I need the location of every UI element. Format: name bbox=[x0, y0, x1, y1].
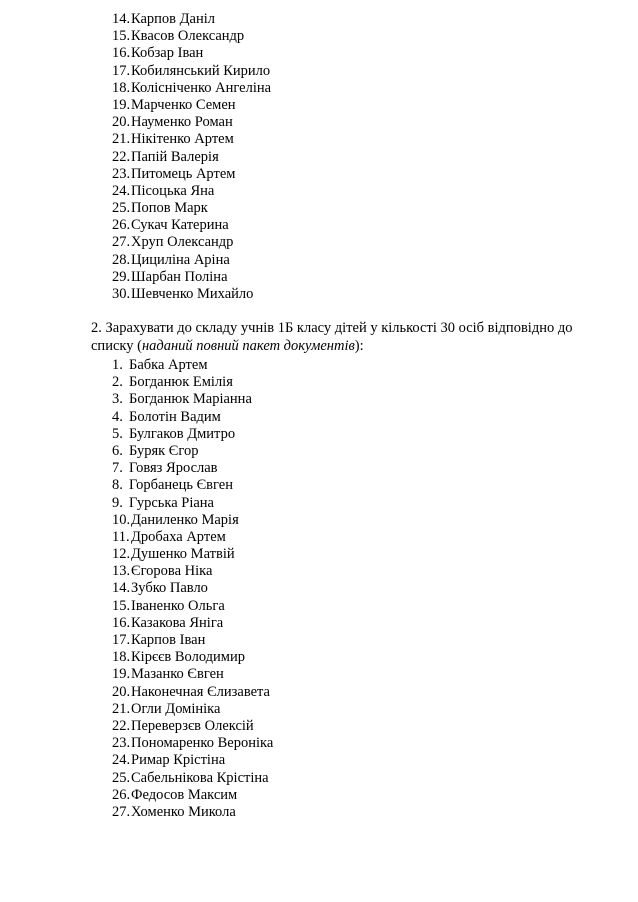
list-item-number: 21. bbox=[112, 700, 131, 717]
list-item bbox=[112, 426, 273, 443]
list-item-number: 25. bbox=[112, 769, 131, 786]
list-item bbox=[112, 563, 273, 580]
student-name: Мазанко Євген bbox=[131, 666, 224, 683]
list-item-number: 23. bbox=[112, 165, 131, 182]
student-name: Зубко Павло bbox=[131, 580, 208, 597]
list-item bbox=[112, 149, 271, 166]
list-item-number: 26. bbox=[112, 217, 131, 234]
student-name: Сабельнікова Крістіна bbox=[131, 769, 269, 786]
student-name: Гурська Ріана bbox=[129, 494, 214, 511]
list-item bbox=[112, 529, 273, 546]
list-item-number: 29. bbox=[112, 268, 131, 285]
list-item-number: 3. bbox=[112, 391, 123, 408]
enrollment-paragraph bbox=[91, 320, 601, 355]
list-item bbox=[112, 234, 271, 251]
student-name: Колісніченко Ангеліна bbox=[131, 79, 272, 96]
student-name: Горбанець Євген bbox=[129, 477, 233, 494]
student-name: Римар Крістіна bbox=[131, 752, 226, 769]
student-name: Булгаков Дмитро bbox=[129, 425, 236, 442]
student-name: Хоменко Микола bbox=[131, 803, 236, 820]
list-item-number: 15. bbox=[112, 597, 131, 614]
list-item bbox=[112, 666, 273, 683]
student-name: Наконечная Єлизавета bbox=[131, 683, 270, 700]
student-name: Бабка Артем bbox=[129, 357, 208, 373]
list-item bbox=[112, 598, 273, 615]
list-item bbox=[112, 183, 271, 200]
student-name: Науменко Роман bbox=[131, 114, 233, 131]
list-item bbox=[112, 80, 271, 97]
list-item-number: 21. bbox=[112, 131, 131, 148]
list-item bbox=[112, 11, 271, 28]
student-name: Богданюк Емілія bbox=[129, 374, 233, 391]
student-name: Федосов Максим bbox=[131, 786, 238, 803]
student-name: Карпов Іван bbox=[131, 632, 206, 648]
student-name: Хруп Олександр bbox=[131, 234, 234, 251]
list-item bbox=[112, 252, 271, 269]
paragraph-text-end: ): bbox=[354, 337, 364, 354]
list-item-number: 4. bbox=[112, 408, 123, 425]
student-name: Душенко Матвій bbox=[131, 546, 235, 563]
list-item-number: 12. bbox=[112, 546, 131, 563]
list-item-number: 9. bbox=[112, 494, 123, 511]
list-item bbox=[112, 114, 271, 131]
list-item-number: 18. bbox=[112, 79, 131, 96]
student-name: Квасов Олександр bbox=[131, 28, 245, 45]
student-name: Огли Домініка bbox=[131, 700, 221, 717]
list-item-number: 17. bbox=[112, 632, 131, 648]
list-item-number: 27. bbox=[112, 803, 131, 820]
list-item-number: 22. bbox=[112, 148, 131, 165]
list-item bbox=[112, 477, 273, 494]
list-item bbox=[112, 632, 273, 649]
student-name: Єгорова Ніка bbox=[131, 563, 213, 580]
list-item-number: 19. bbox=[112, 666, 131, 683]
list-item bbox=[112, 357, 273, 374]
student-name: Пономаренко Вероніка bbox=[131, 735, 274, 752]
list-item-number: 20. bbox=[112, 683, 131, 700]
list-item bbox=[112, 735, 273, 752]
list-item bbox=[112, 770, 273, 787]
list-item-number: 15. bbox=[112, 28, 131, 45]
list-item-number: 5. bbox=[112, 425, 123, 442]
student-list-1b bbox=[112, 357, 273, 821]
list-item-number: 2. bbox=[112, 374, 123, 391]
list-item bbox=[112, 460, 273, 477]
list-item bbox=[112, 131, 271, 148]
list-item-number: 22. bbox=[112, 717, 131, 734]
student-name: Буряк Єгор bbox=[129, 442, 199, 459]
list-item bbox=[112, 580, 273, 597]
student-name: Папій Валерія bbox=[131, 148, 219, 165]
student-list-continued bbox=[112, 11, 271, 303]
list-item-number: 23. bbox=[112, 735, 131, 752]
list-item-number: 11. bbox=[112, 528, 130, 545]
student-name: Сукач Катерина bbox=[131, 217, 229, 234]
student-name: Казакова Яніга bbox=[131, 614, 224, 631]
list-item-number: 20. bbox=[112, 114, 131, 131]
student-name: Кірєєв Володимир bbox=[131, 649, 245, 666]
list-item bbox=[112, 391, 273, 408]
list-item bbox=[112, 495, 273, 512]
list-item bbox=[112, 787, 273, 804]
list-item bbox=[112, 649, 273, 666]
list-item-number: 24. bbox=[112, 182, 131, 199]
student-name: Попов Марк bbox=[131, 200, 208, 217]
student-name: Цициліна Аріна bbox=[131, 251, 230, 268]
list-item bbox=[112, 217, 271, 234]
list-item bbox=[112, 286, 271, 303]
list-item bbox=[112, 512, 273, 529]
list-item-number: 26. bbox=[112, 786, 131, 803]
list-item bbox=[112, 28, 271, 45]
student-name: Переверзєв Олексій bbox=[131, 717, 254, 734]
list-item-number: 27. bbox=[112, 234, 131, 251]
list-item bbox=[112, 269, 271, 286]
list-item bbox=[112, 718, 273, 735]
student-name: Кобилянський Кирило bbox=[131, 62, 271, 79]
list-item bbox=[112, 684, 273, 701]
student-name: Болотін Вадим bbox=[129, 408, 221, 425]
list-item bbox=[112, 374, 273, 391]
list-item bbox=[112, 546, 273, 563]
paragraph-italic-note: наданий повний пакет документів bbox=[141, 337, 355, 354]
list-item-number: 24. bbox=[112, 752, 131, 769]
student-name: Питомець Артем bbox=[131, 165, 236, 182]
list-item-number: 19. bbox=[112, 96, 131, 113]
student-name: Марченко Семен bbox=[131, 96, 236, 113]
list-item-number: 10. bbox=[112, 511, 131, 528]
list-item bbox=[112, 200, 271, 217]
list-item bbox=[112, 97, 271, 114]
list-item-number: 30. bbox=[112, 286, 131, 302]
list-item-number: 7. bbox=[112, 460, 123, 477]
list-item-number: 13. bbox=[112, 563, 131, 580]
list-item bbox=[112, 409, 273, 426]
student-name: Шевченко Михайло bbox=[131, 286, 254, 302]
student-name: Дробаха Артем bbox=[131, 528, 226, 545]
list-item bbox=[112, 752, 273, 769]
list-item-number: 6. bbox=[112, 442, 123, 459]
list-item-number: 1. bbox=[112, 357, 123, 373]
student-name: Карпов Даніл bbox=[131, 11, 215, 27]
student-name: Богданюк Маріанна bbox=[129, 391, 252, 408]
list-item bbox=[112, 701, 273, 718]
list-item-number: 16. bbox=[112, 45, 131, 62]
list-item-number: 17. bbox=[112, 62, 131, 79]
student-name: Кобзар Іван bbox=[131, 45, 204, 62]
list-item bbox=[112, 615, 273, 632]
paragraph-text: 2. Зарахувати до складу учнів 1Б класу дітей у кількості 30 осіб відповідно до списку ( bbox=[91, 320, 573, 354]
student-name: Шарбан Поліна bbox=[131, 268, 228, 285]
student-name: Іваненко Ольга bbox=[131, 597, 225, 614]
list-item-number: 14. bbox=[112, 580, 131, 597]
list-item bbox=[112, 443, 273, 460]
list-item bbox=[112, 166, 271, 183]
list-item-number: 25. bbox=[112, 200, 131, 217]
list-item bbox=[112, 804, 273, 821]
list-item bbox=[112, 45, 271, 62]
list-item-number: 28. bbox=[112, 251, 131, 268]
list-item-number: 16. bbox=[112, 614, 131, 631]
list-item-number: 14. bbox=[112, 11, 131, 27]
student-name: Даниленко Марія bbox=[131, 511, 239, 528]
list-item bbox=[112, 63, 271, 80]
student-name: Нікітенко Артем bbox=[131, 131, 234, 148]
list-item-number: 18. bbox=[112, 649, 131, 666]
student-name: Говяз Ярослав bbox=[129, 460, 218, 477]
student-name: Пісоцька Яна bbox=[131, 182, 215, 199]
list-item-number: 8. bbox=[112, 477, 123, 494]
